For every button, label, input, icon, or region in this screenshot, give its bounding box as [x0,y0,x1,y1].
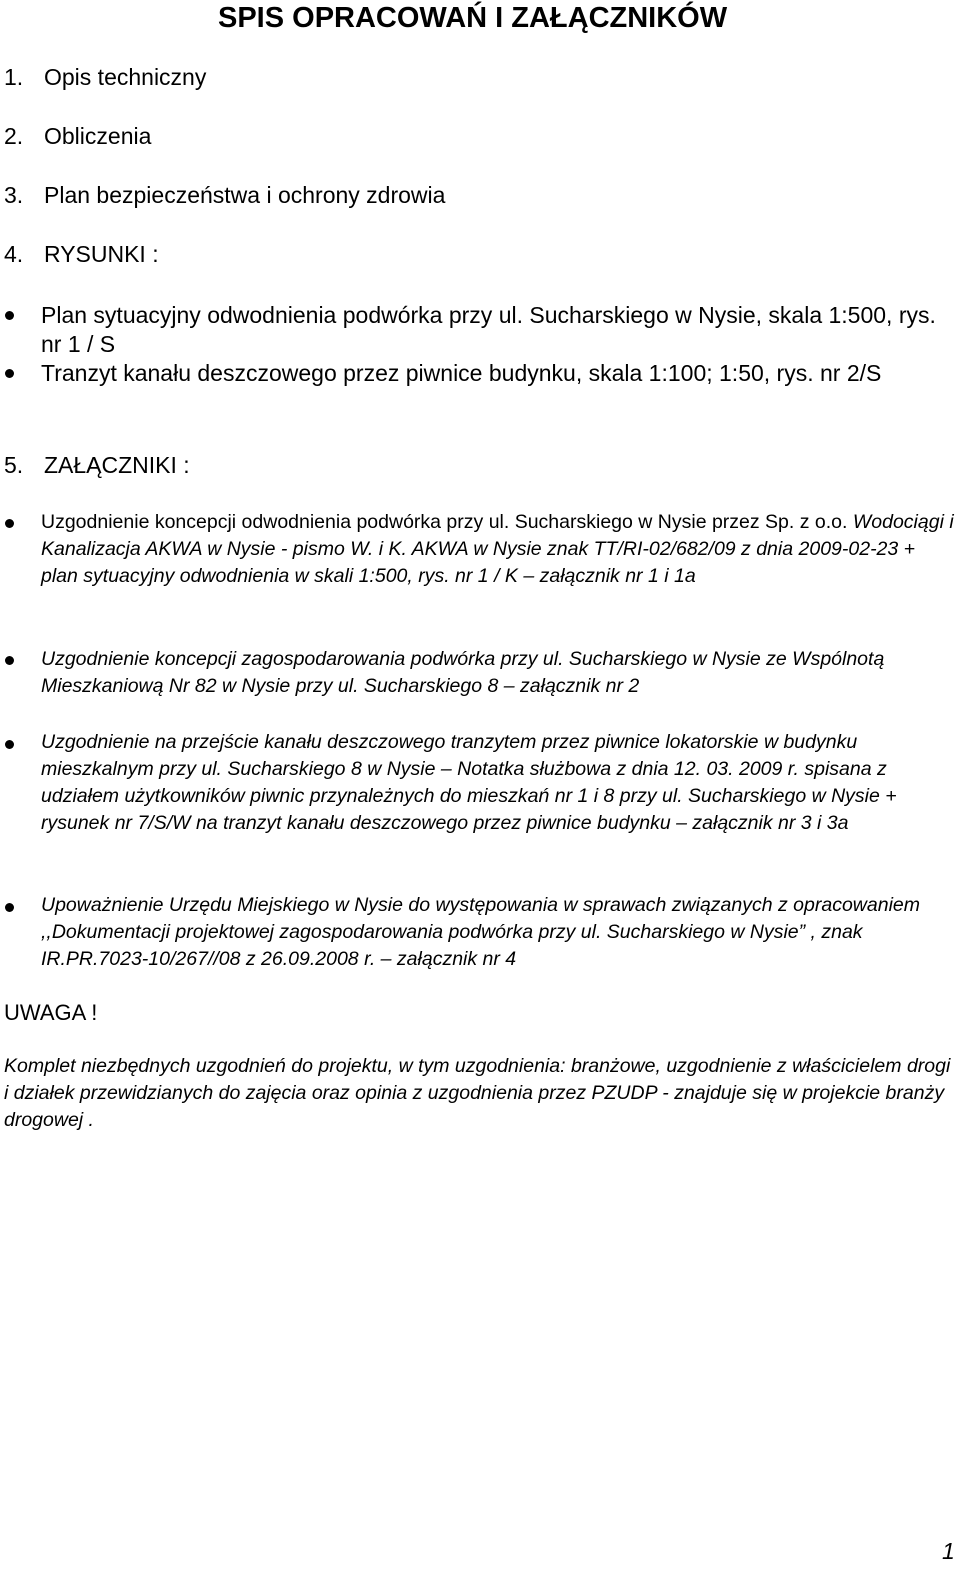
section-item-1 [4,64,207,91]
drawing-item-1: Plan sytuacyjny odwodnienia podwórka przy ul. Sucharskiego w Nysie, skala 1:500, rys. nr 1 / S [41,302,936,357]
section-item-3 [4,182,446,209]
section-label: Obliczenia [44,123,152,149]
section-item-5 [4,452,190,479]
warning-label: UWAGA ! [4,1000,98,1025]
page-number: 1 [942,1538,955,1564]
attachment-item-4: Upoważnienie Urzędu Miejskiego w Nysie do występowania w sprawach związanych z opracowaniem ,,Dokumentacji projektowej zagospodarowania podwórka przy ul. Sucharskiego w Nysie” , znak IR.PR.7023-10/267//08 z 26.09.2008 r. – załącznik nr 4 [41,894,920,970]
document-title: SPIS OPRACOWAŃ I ZAŁĄCZNIKÓW [218,2,728,34]
bullet-icon [5,311,14,320]
section-item-4 [4,241,159,268]
section-number: 5. [4,452,24,478]
bullet-icon [5,740,14,749]
section-number: 3. [4,182,24,208]
bullet-icon [5,656,14,665]
section-number: 1. [4,64,24,90]
section-number: 2. [4,123,24,149]
attachment-text-italic: Wodociągi i Kanalizacja AKWA w Nysie - pismo W. i K. AKWA w Nysie znak TT/RI-02/682/09 z dnia 2009-02-23 + plan sytuacyjny odwodnienia w skali 1:500, rys. nr 1 / K – załącznik nr 1 i 1a [41,511,954,587]
attachment-text: Uzgodnienie koncepcji odwodnienia podwórka przy ul. Sucharskiego w Nysie przez Sp. z o.o. [41,511,853,533]
section-label: RYSUNKI : [44,241,159,267]
section-label: Plan bezpieczeństwa i ochrony zdrowia [44,182,446,208]
bullet-icon [5,903,14,912]
attachment-item-1 [41,509,956,590]
bullet-icon [5,519,14,528]
section-item-2 [4,123,152,150]
bullet-icon [5,369,14,378]
attachment-item-3: Uzgodnienie na przejście kanału deszczowego tranzytem przez piwnice lokatorskie w budynku mieszkalnym przy ul. Sucharskiego 8 w Nysie – Notatka służbowa z dnia 12. 03. 2009 r. spisana z udziałem użytkowników piwnic przynależnych do mieszkań nr 1 i 8 przy ul. Sucharskiego w Nysie + rysunek nr 7/S/W na tranzyt kanału deszczowego przez piwnice budynku – załącznik nr 3 i 3a [41,731,897,834]
section-number: 4. [4,241,24,267]
section-label: ZAŁĄCZNIKI : [44,452,190,478]
drawing-item-2: Tranzyt kanału deszczowego przez piwnice budynku, skala 1:100; 1:50, rys. nr 2/S [41,360,882,386]
section-label: Opis techniczny [44,64,207,90]
attachment-item-2: Uzgodnienie koncepcji zagospodarowania podwórka przy ul. Sucharskiego w Nysie ze Wspólnotą Mieszkaniową Nr 82 w Nysie przy ul. Sucharskiego 8 – załącznik nr 2 [41,648,885,697]
warning-text: Komplet niezbędnych uzgodnień do projektu, w tym uzgodnienia: branżowe, uzgodnienie z właścicielem drogi i działek przewidzianych do zajęcia oraz opinia z uzgodnienia przez PZUDP - znajduje się w projekcie branży drogowej . [4,1055,951,1131]
